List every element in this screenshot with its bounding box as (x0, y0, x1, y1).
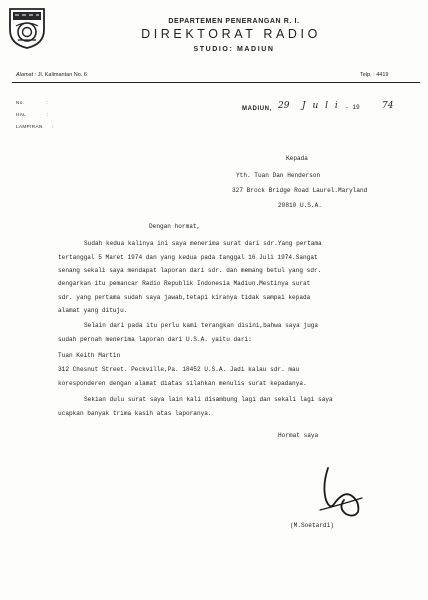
field-hal (16, 112, 49, 117)
phone-label: Telp. : (360, 72, 375, 78)
field-lampiran-colon: : (51, 124, 54, 129)
body-p2-line: Selain dari pada itu perlu kami terangkan disini,bahwa saya juga (84, 322, 319, 329)
address-label: Alamat : (16, 72, 37, 78)
signer-name: (M.Soetardi) (290, 522, 334, 529)
address-line (16, 72, 87, 78)
field-no-colon: : (46, 100, 49, 105)
signature-scribble (300, 466, 370, 526)
body-p1-line: tertanggal 5 Maret 1974 dan yang kedua pada tanggal 16 Juli 1974.Sangat (58, 254, 318, 261)
body-p4-line: ucapkan banyak trima kasih atas laporanya. (58, 410, 212, 417)
department-name: DEPARTEMEN PENERANGAN R. I. (168, 18, 300, 25)
body-p1-line: sdr. yang pertama sudah saya jawab,tetapi kiranya tidak sampai kepada (58, 294, 311, 301)
date-month: J u l i (302, 101, 340, 111)
body-p4-line: Sekian dulu surat saya lain kali disambung lagi dan sekali lagi saya (84, 396, 333, 403)
date-year-suffix: 74 (382, 101, 394, 111)
directorate-name: DIREKTORAT RADIO (141, 27, 321, 41)
body-p3-line: Tuan Keith Martin (58, 352, 121, 359)
field-lampiran-label: LAMPIRAN (16, 124, 43, 129)
body-p3-line: 312 Chesnut Street. Peckville,Pa. 18452 U.S.A. Jadi kalau sdr. mau (58, 366, 300, 373)
recipient-street: 327 Brock Bridge Road Laurel.Maryland (232, 187, 368, 194)
recipient-to: Kepada (286, 155, 308, 162)
field-no (16, 100, 48, 105)
closing-regards: Hormat saya (278, 432, 319, 439)
phone-line (360, 72, 388, 78)
body-p2-line: sudah pernah menerima laporan dari U.S.A. yaitu dari: (58, 336, 252, 343)
address-value: Jl. Kalimantan No. 6 (37, 72, 87, 78)
date-city: MADIUN, (242, 106, 272, 112)
letterhead-divider (12, 82, 420, 83)
body-p1-line: Sudah kedua kalinya ini saya menerima surat dari sdr.Yang pertama (84, 240, 322, 247)
field-no-label: No. (16, 100, 25, 105)
recipient-city: 20810 U.S.A. (278, 202, 322, 209)
date-year-prefix: - 19 (345, 104, 360, 111)
recipient-name: Yth. Tuan Dan Henderson (236, 172, 321, 179)
body-p1-line: dengarkan itu pemancar Radio Republik Indonesia Madiun.Mestinya surat (58, 280, 311, 287)
field-hal-label: HAL (16, 112, 27, 117)
studio-name: STUDIO: MADIUN (193, 46, 275, 53)
date-day: 29 (278, 101, 290, 111)
body-p3-line: koresponderen dengan alamat diatas silahkan menulis surat kepadanya. (58, 380, 307, 387)
salutation: Dengan hormat, (149, 223, 201, 230)
field-lampiran (16, 124, 53, 129)
body-p1-line: senang sekali saya mendapat laporan dari sdr. dan memang betul yang sdr. (58, 267, 322, 274)
phone-value: 4419 (376, 72, 389, 78)
body-p1-line: alamat yang dituju. (58, 307, 128, 314)
field-hal-colon: : (47, 112, 49, 117)
